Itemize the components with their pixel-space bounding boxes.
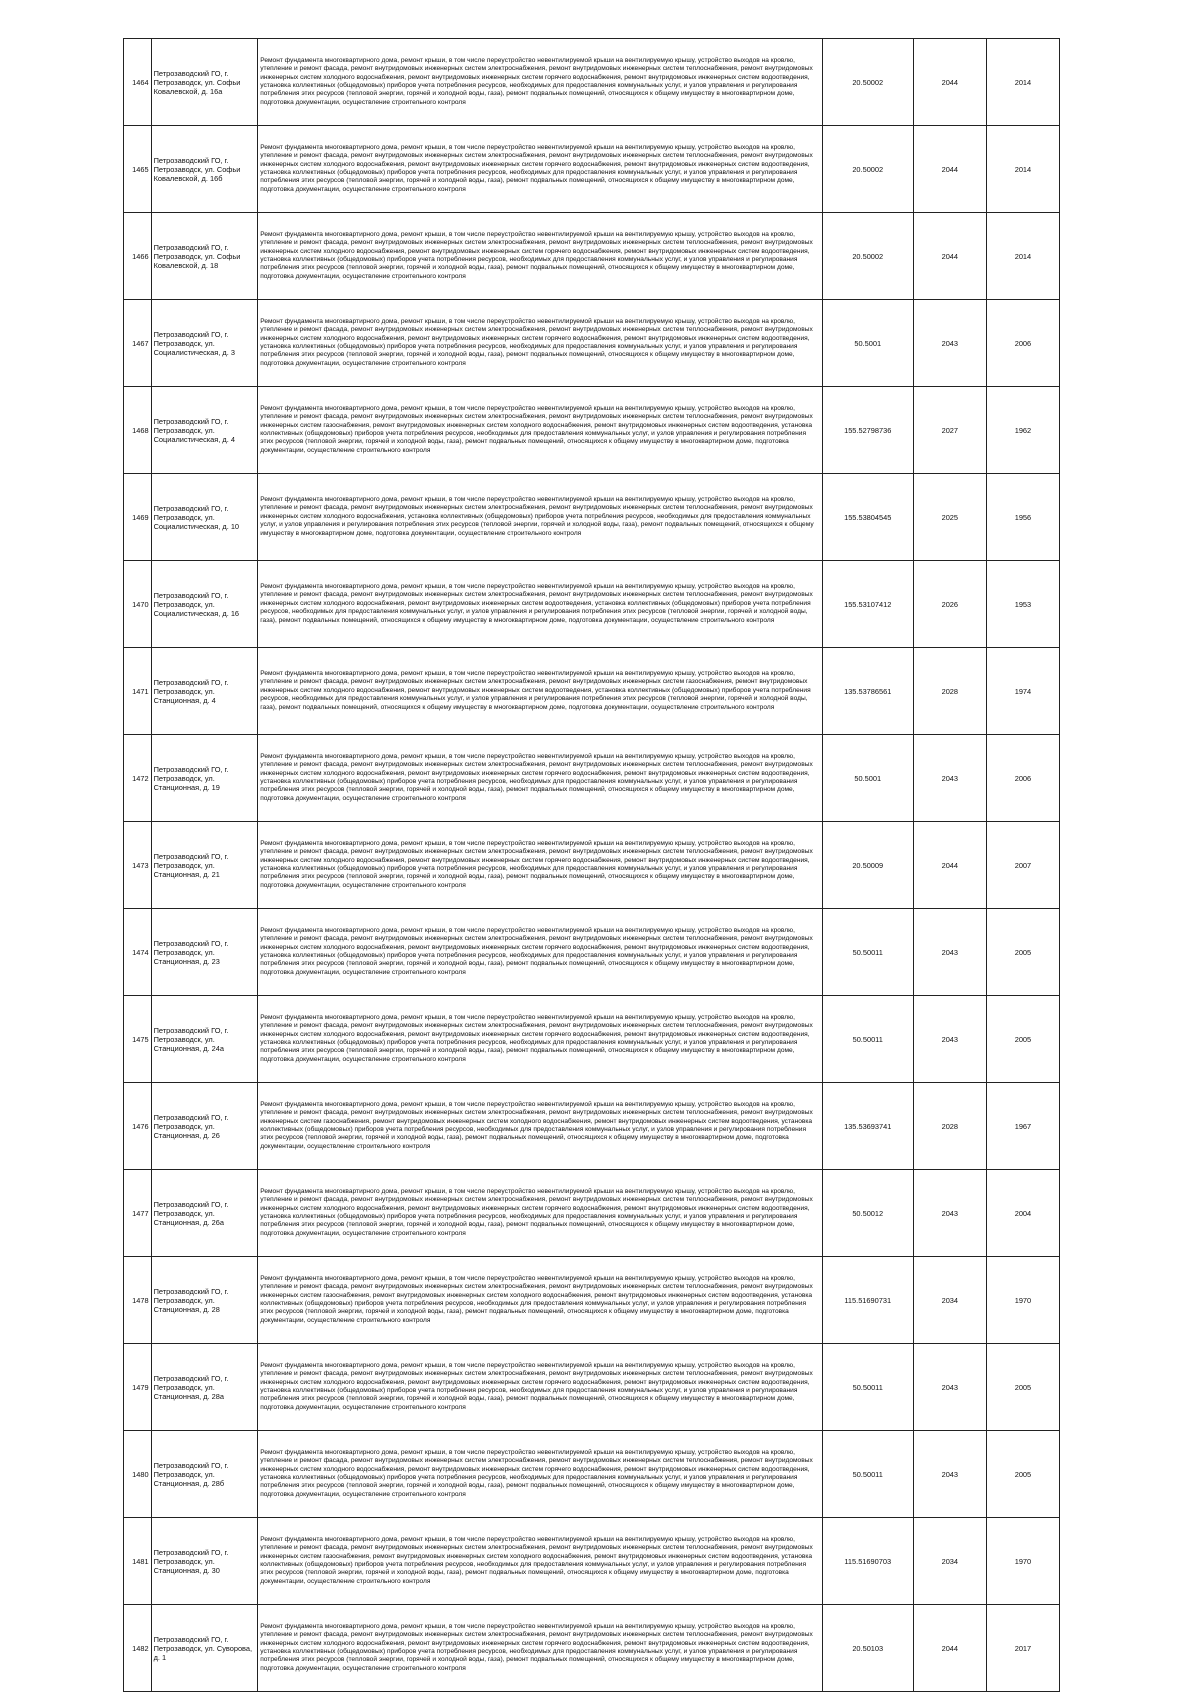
- works-description-cell: Ремонт фундамента многоквартирного дома, ремонт крыши, в том числе переустройство невентилируемой крыши на вентилируемую крышу, устройство выходов на кровлю, утепление и ремонт фасада, ремонт внутридомовых инженерных систем электроснабжения, ремонт внутридомовых инженерных систем теплоснабжения, ремонт внутридомовых инженерных систем холодного водоснабжения, ремонт внутридомовых инженерных систем горячего водоснабжения, ремонт внутридомовых инженерных систем водоотведения, установка коллективных (общедомовых) приборов учета потребления ресурсов, необходимых для предоставления коммунальных услуг, и узлов управления и регулирования потребления этих ресурсов (тепловой энергии, горячей и холодной воды, газа), ремонт подвальных помещений, относящихся к общему имуществу в многоквартирном доме, подготовка документации, осуществление строительного контроля: [258, 1605, 822, 1692]
- address-cell: Петрозаводский ГО, г. Петрозаводск, ул. Социалистическая, д. 16: [151, 561, 258, 648]
- works-description-cell: Ремонт фундамента многоквартирного дома, ремонт крыши, в том числе переустройство невентилируемой крыши на вентилируемую крышу, устройство выходов на кровлю, утепление и ремонт фасада, ремонт внутридомовых инженерных систем электроснабжения, ремонт внутридомовых инженерных систем газоснабжения, ремонт внутридомовых инженерных систем холодного водоснабжения, ремонт внутридомовых инженерных систем водоотведения, установка коллективных (общедомовых) приборов учета потребления ресурсов, необходимых для предоставления коммунальных услуг, и узлов управления и регулирования потребления этих ресурсов (тепловой энергии, горячей и холодной воды, газа), ремонт подвальных помещений, относящихся к общему имуществу в многоквартирном доме, подготовка документации, осуществление строительного контроля: [258, 648, 822, 735]
- row-number: 1479: [124, 1344, 152, 1431]
- address-cell: Петрозаводский ГО, г. Петрозаводск, ул. Станционная, д. 4: [151, 648, 258, 735]
- table-row: [124, 213, 1060, 300]
- planned-year-cell: 2043: [913, 300, 986, 387]
- cost-cell: 155.53107412: [822, 561, 913, 648]
- address-cell: Петрозаводский ГО, г. Петрозаводск, ул. Станционная, д. 23: [151, 909, 258, 996]
- works-description-cell: Ремонт фундамента многоквартирного дома, ремонт крыши, в том числе переустройство невентилируемой крыши на вентилируемую крышу, устройство выходов на кровлю, утепление и ремонт фасада, ремонт внутридомовых инженерных систем электроснабжения, ремонт внутридомовых инженерных систем теплоснабжения, ремонт внутридомовых инженерных систем газоснабжения, ремонт внутридомовых инженерных систем холодного водоснабжения, ремонт внутридомовых инженерных систем водоотведения, установка коллективных (общедомовых) приборов учета потребления ресурсов, необходимых для предоставления коммунальных услуг, и узлов управления и регулирования потребления этих ресурсов (тепловой энергии, горячей и холодной воды, газа), ремонт подвальных помещений, относящихся к общему имуществу в многоквартирном доме, подготовка документации, осуществление строительного контроля: [258, 1518, 822, 1605]
- row-number: 1477: [124, 1170, 152, 1257]
- table-row: [124, 996, 1060, 1083]
- works-description-cell: Ремонт фундамента многоквартирного дома, ремонт крыши, в том числе переустройство невентилируемой крыши на вентилируемую крышу, устройство выходов на кровлю, утепление и ремонт фасада, ремонт внутридомовых инженерных систем электроснабжения, ремонт внутридомовых инженерных систем теплоснабжения, ремонт внутридомовых инженерных систем холодного водоснабжения, ремонт внутридомовых инженерных систем горячего водоснабжения, ремонт внутридомовых инженерных систем водоотведения, установка коллективных (общедомовых) приборов учета потребления ресурсов, необходимых для предоставления коммунальных услуг, и узлов управления и регулирования потребления этих ресурсов (тепловой энергии, горячей и холодной воды, газа), ремонт подвальных помещений, относящихся к общему имуществу в многоквартирном доме, подготовка документации, осуществление строительного контроля: [258, 822, 822, 909]
- address-cell: Петрозаводский ГО, г. Петрозаводск, ул. Станционная, д. 26: [151, 1083, 258, 1170]
- cost-cell: 50.5001: [822, 300, 913, 387]
- planned-year-cell: 2034: [913, 1257, 986, 1344]
- cost-cell: 20.50002: [822, 39, 913, 126]
- table-row: [124, 1605, 1060, 1692]
- row-number: 1480: [124, 1431, 152, 1518]
- row-number: 1470: [124, 561, 152, 648]
- row-number: 1464: [124, 39, 152, 126]
- row-number: 1468: [124, 387, 152, 474]
- cost-cell: 20.50002: [822, 126, 913, 213]
- planned-year-cell: 2043: [913, 1344, 986, 1431]
- year-built-cell: 1967: [986, 1083, 1059, 1170]
- cost-cell: 50.50011: [822, 996, 913, 1083]
- address-cell: Петрозаводский ГО, г. Петрозаводск, ул. Станционная, д. 30: [151, 1518, 258, 1605]
- table-row: [124, 1431, 1060, 1518]
- cost-cell: 115.51690703: [822, 1518, 913, 1605]
- address-cell: Петрозаводский ГО, г. Петрозаводск, ул. Социалистическая, д. 3: [151, 300, 258, 387]
- table-row: [124, 648, 1060, 735]
- works-description-cell: Ремонт фундамента многоквартирного дома, ремонт крыши, в том числе переустройство невентилируемой крыши на вентилируемую крышу, устройство выходов на кровлю, утепление и ремонт фасада, ремонт внутридомовых инженерных систем электроснабжения, ремонт внутридомовых инженерных систем теплоснабжения, ремонт внутридомовых инженерных систем холодного водоснабжения, ремонт внутридомовых инженерных систем горячего водоснабжения, ремонт внутридомовых инженерных систем водоотведения, установка коллективных (общедомовых) приборов учета потребления ресурсов, необходимых для предоставления коммунальных услуг, и узлов управления и регулирования потребления этих ресурсов (тепловой энергии, горячей и холодной воды, газа), ремонт подвальных помещений, относящихся к общему имуществу в многоквартирном доме, подготовка документации, осуществление строительного контроля: [258, 1344, 822, 1431]
- planned-year-cell: 2043: [913, 1170, 986, 1257]
- row-number: 1467: [124, 300, 152, 387]
- planned-year-cell: 2034: [913, 1518, 986, 1605]
- address-cell: Петрозаводский ГО, г. Петрозаводск, ул. Социалистическая, д. 4: [151, 387, 258, 474]
- works-description-cell: Ремонт фундамента многоквартирного дома, ремонт крыши, в том числе переустройство невентилируемой крыши на вентилируемую крышу, устройство выходов на кровлю, утепление и ремонт фасада, ремонт внутридомовых инженерных систем электроснабжения, ремонт внутридомовых инженерных систем теплоснабжения, ремонт внутридомовых инженерных систем холодного водоснабжения, ремонт внутридомовых инженерных систем горячего водоснабжения, ремонт внутридомовых инженерных систем водоотведения, установка коллективных (общедомовых) приборов учета потребления ресурсов, необходимых для предоставления коммунальных услуг, и узлов управления и регулирования потребления этих ресурсов (тепловой энергии, горячей и холодной воды, газа), ремонт подвальных помещений, относящихся к общему имуществу в многоквартирном доме, подготовка документации, осуществление строительного контроля: [258, 1170, 822, 1257]
- table-row: [124, 1170, 1060, 1257]
- row-number: 1471: [124, 648, 152, 735]
- year-built-cell: 1974: [986, 648, 1059, 735]
- year-built-cell: 2007: [986, 822, 1059, 909]
- planned-year-cell: 2043: [913, 996, 986, 1083]
- row-number: 1469: [124, 474, 152, 561]
- table-row: [124, 39, 1060, 126]
- year-built-cell: 2014: [986, 213, 1059, 300]
- table-row: [124, 1344, 1060, 1431]
- works-description-cell: Ремонт фундамента многоквартирного дома, ремонт крыши, в том числе переустройство невентилируемой крыши на вентилируемую крышу, устройство выходов на кровлю, утепление и ремонт фасада, ремонт внутридомовых инженерных систем электроснабжения, ремонт внутридомовых инженерных систем теплоснабжения, ремонт внутридомовых инженерных систем холодного водоснабжения, ремонт внутридомовых инженерных систем горячего водоснабжения, ремонт внутридомовых инженерных систем водоотведения, установка коллективных (общедомовых) приборов учета потребления ресурсов, необходимых для предоставления коммунальных услуг, и узлов управления и регулирования потребления этих ресурсов (тепловой энергии, горячей и холодной воды, газа), ремонт подвальных помещений, относящихся к общему имуществу в многоквартирном доме, подготовка документации, осуществление строительного контроля: [258, 735, 822, 822]
- table-row: [124, 909, 1060, 996]
- address-cell: Петрозаводский ГО, г. Петрозаводск, ул. Станционная, д. 21: [151, 822, 258, 909]
- address-cell: Петрозаводский ГО, г. Петрозаводск, ул. Станционная, д. 26а: [151, 1170, 258, 1257]
- works-description-cell: Ремонт фундамента многоквартирного дома, ремонт крыши, в том числе переустройство невентилируемой крыши на вентилируемую крышу, устройство выходов на кровлю, утепление и ремонт фасада, ремонт внутридомовых инженерных систем электроснабжения, ремонт внутридомовых инженерных систем теплоснабжения, ремонт внутридомовых инженерных систем холодного водоснабжения, ремонт внутридомовых инженерных систем горячего водоснабжения, ремонт внутридомовых инженерных систем водоотведения, установка коллективных (общедомовых) приборов учета потребления ресурсов, необходимых для предоставления коммунальных услуг, и узлов управления и регулирования потребления этих ресурсов (тепловой энергии, горячей и холодной воды, газа), ремонт подвальных помещений, относящихся к общему имуществу в многоквартирном доме, подготовка документации, осуществление строительного контроля: [258, 1431, 822, 1518]
- planned-year-cell: 2043: [913, 1431, 986, 1518]
- address-cell: Петрозаводский ГО, г. Петрозаводск, ул. Станционная, д. 28а: [151, 1344, 258, 1431]
- address-cell: Петрозаводский ГО, г. Петрозаводск, ул. Суворова, д. 1: [151, 1605, 258, 1692]
- repair-program-table: [123, 38, 1060, 1692]
- address-cell: Петрозаводский ГО, г. Петрозаводск, ул. Софьи Ковалевской, д. 18: [151, 213, 258, 300]
- row-number: 1474: [124, 909, 152, 996]
- works-description-cell: Ремонт фундамента многоквартирного дома, ремонт крыши, в том числе переустройство невентилируемой крыши на вентилируемую крышу, устройство выходов на кровлю, утепление и ремонт фасада, ремонт внутридомовых инженерных систем электроснабжения, ремонт внутридомовых инженерных систем теплоснабжения, ремонт внутридомовых инженерных систем холодного водоснабжения, ремонт внутридомовых инженерных систем горячего водоснабжения, ремонт внутридомовых инженерных систем водоотведения, установка коллективных (общедомовых) приборов учета потребления ресурсов, необходимых для предоставления коммунальных услуг, и узлов управления и регулирования потребления этих ресурсов (тепловой энергии, горячей и холодной воды, газа), ремонт подвальных помещений, относящихся к общему имуществу в многоквартирном доме, подготовка документации, осуществление строительного контроля: [258, 909, 822, 996]
- cost-cell: 20.50002: [822, 213, 913, 300]
- table-row: [124, 735, 1060, 822]
- cost-cell: 50.50011: [822, 1431, 913, 1518]
- row-number: 1476: [124, 1083, 152, 1170]
- planned-year-cell: 2027: [913, 387, 986, 474]
- works-description-cell: Ремонт фундамента многоквартирного дома, ремонт крыши, в том числе переустройство невентилируемой крыши на вентилируемую крышу, устройство выходов на кровлю, утепление и ремонт фасада, ремонт внутридомовых инженерных систем электроснабжения, ремонт внутридомовых инженерных систем теплоснабжения, ремонт внутридомовых инженерных систем холодного водоснабжения, ремонт внутридомовых инженерных систем горячего водоснабжения, ремонт внутридомовых инженерных систем водоотведения, установка коллективных (общедомовых) приборов учета потребления ресурсов, необходимых для предоставления коммунальных услуг, и узлов управления и регулирования потребления этих ресурсов (тепловой энергии, горячей и холодной воды, газа), ремонт подвальных помещений, относящихся к общему имуществу в многоквартирном доме, подготовка документации, осуществление строительного контроля: [258, 213, 822, 300]
- cost-cell: 50.50011: [822, 909, 913, 996]
- year-built-cell: 1956: [986, 474, 1059, 561]
- row-number: 1473: [124, 822, 152, 909]
- row-number: 1475: [124, 996, 152, 1083]
- year-built-cell: 2006: [986, 300, 1059, 387]
- table-row: [124, 387, 1060, 474]
- table-row: [124, 1257, 1060, 1344]
- address-cell: Петрозаводский ГО, г. Петрозаводск, ул. Станционная, д. 24а: [151, 996, 258, 1083]
- year-built-cell: 1962: [986, 387, 1059, 474]
- year-built-cell: 2005: [986, 1431, 1059, 1518]
- row-number: 1481: [124, 1518, 152, 1605]
- cost-cell: 155.53804545: [822, 474, 913, 561]
- cost-cell: 155.52798736: [822, 387, 913, 474]
- planned-year-cell: 2044: [913, 39, 986, 126]
- address-cell: Петрозаводский ГО, г. Петрозаводск, ул. Станционная, д. 28б: [151, 1431, 258, 1518]
- year-built-cell: 2005: [986, 996, 1059, 1083]
- row-number: 1472: [124, 735, 152, 822]
- table-row: [124, 474, 1060, 561]
- works-description-cell: Ремонт фундамента многоквартирного дома, ремонт крыши, в том числе переустройство невентилируемой крыши на вентилируемую крышу, устройство выходов на кровлю, утепление и ремонт фасада, ремонт внутридомовых инженерных систем электроснабжения, ремонт внутридомовых инженерных систем теплоснабжения, ремонт внутридомовых инженерных систем холодного водоснабжения, ремонт внутридомовых инженерных систем водоотведения, установка коллективных (общедомовых) приборов учета потребления ресурсов, необходимых для предоставления коммунальных услуг, и узлов управления и регулирования потребления этих ресурсов (тепловой энергии, горячей и холодной воды, газа), ремонт подвальных помещений, относящихся к общему имуществу в многоквартирном доме, подготовка документации, осуществление строительного контроля: [258, 561, 822, 648]
- planned-year-cell: 2028: [913, 648, 986, 735]
- works-description-cell: Ремонт фундамента многоквартирного дома, ремонт крыши, в том числе переустройство невентилируемой крыши на вентилируемую крышу, устройство выходов на кровлю, утепление и ремонт фасада, ремонт внутридомовых инженерных систем электроснабжения, ремонт внутридомовых инженерных систем теплоснабжения, ремонт внутридомовых инженерных систем холодного водоснабжения, ремонт внутридомовых инженерных систем горячего водоснабжения, ремонт внутридомовых инженерных систем водоотведения, установка коллективных (общедомовых) приборов учета потребления ресурсов, необходимых для предоставления коммунальных услуг, и узлов управления и регулирования потребления этих ресурсов (тепловой энергии, горячей и холодной воды, газа), ремонт подвальных помещений, относящихся к общему имуществу в многоквартирном доме, подготовка документации, осуществление строительного контроля: [258, 300, 822, 387]
- cost-cell: 135.53693741: [822, 1083, 913, 1170]
- row-number: 1466: [124, 213, 152, 300]
- cost-cell: 50.50011: [822, 1344, 913, 1431]
- works-description-cell: Ремонт фундамента многоквартирного дома, ремонт крыши, в том числе переустройство невентилируемой крыши на вентилируемую крышу, устройство выходов на кровлю, утепление и ремонт фасада, ремонт внутридомовых инженерных систем электроснабжения, ремонт внутридомовых инженерных систем теплоснабжения, ремонт внутридомовых инженерных систем холодного водоснабжения, установка коллективных (общедомовых) приборов учета потребления ресурсов, необходимых для предоставления коммунальных услуг, и узлов управления и регулирования потребления этих ресурсов (тепловой энергии, горячей и холодной воды, газа), ремонт подвальных помещений, относящихся к общему имуществу в многоквартирном доме, подготовка документации, осуществление строительного контроля: [258, 474, 822, 561]
- planned-year-cell: 2043: [913, 735, 986, 822]
- planned-year-cell: 2044: [913, 822, 986, 909]
- works-description-cell: Ремонт фундамента многоквартирного дома, ремонт крыши, в том числе переустройство невентилируемой крыши на вентилируемую крышу, устройство выходов на кровлю, утепление и ремонт фасада, ремонт внутридомовых инженерных систем электроснабжения, ремонт внутридомовых инженерных систем теплоснабжения, ремонт внутридомовых инженерных систем холодного водоснабжения, ремонт внутридомовых инженерных систем горячего водоснабжения, ремонт внутридомовых инженерных систем водоотведения, установка коллективных (общедомовых) приборов учета потребления ресурсов, необходимых для предоставления коммунальных услуг, и узлов управления и регулирования потребления этих ресурсов (тепловой энергии, горячей и холодной воды, газа), ремонт подвальных помещений, относящихся к общему имуществу в многоквартирном доме, подготовка документации, осуществление строительного контроля: [258, 39, 822, 126]
- planned-year-cell: 2026: [913, 561, 986, 648]
- year-built-cell: 1953: [986, 561, 1059, 648]
- address-cell: Петрозаводский ГО, г. Петрозаводск, ул. Социалистическая, д. 10: [151, 474, 258, 561]
- address-cell: Петрозаводский ГО, г. Петрозаводск, ул. Станционная, д. 28: [151, 1257, 258, 1344]
- planned-year-cell: 2044: [913, 126, 986, 213]
- cost-cell: 115.51690731: [822, 1257, 913, 1344]
- table-row: [124, 300, 1060, 387]
- address-cell: Петрозаводский ГО, г. Петрозаводск, ул. Софьи Ковалевской, д. 16б: [151, 126, 258, 213]
- table-row: [124, 126, 1060, 213]
- planned-year-cell: 2043: [913, 909, 986, 996]
- row-number: 1478: [124, 1257, 152, 1344]
- address-cell: Петрозаводский ГО, г. Петрозаводск, ул. Софьи Ковалевской, д. 16а: [151, 39, 258, 126]
- planned-year-cell: 2044: [913, 1605, 986, 1692]
- cost-cell: 20.50103: [822, 1605, 913, 1692]
- works-description-cell: Ремонт фундамента многоквартирного дома, ремонт крыши, в том числе переустройство невентилируемой крыши на вентилируемую крышу, устройство выходов на кровлю, утепление и ремонт фасада, ремонт внутридомовых инженерных систем электроснабжения, ремонт внутридомовых инженерных систем теплоснабжения, ремонт внутридомовых инженерных систем газоснабжения, ремонт внутридомовых инженерных систем холодного водоснабжения, ремонт внутридомовых инженерных систем водоотведения, установка коллективных (общедомовых) приборов учета потребления ресурсов, необходимых для предоставления коммунальных услуг, и узлов управления и регулирования потребления этих ресурсов (тепловой энергии, горячей и холодной воды, газа), ремонт подвальных помещений, относящихся к общему имуществу в многоквартирном доме, подготовка документации, осуществление строительного контроля: [258, 1083, 822, 1170]
- table-row: [124, 561, 1060, 648]
- year-built-cell: 2006: [986, 735, 1059, 822]
- year-built-cell: 2004: [986, 1170, 1059, 1257]
- table-row: [124, 1083, 1060, 1170]
- works-description-cell: Ремонт фундамента многоквартирного дома, ремонт крыши, в том числе переустройство невентилируемой крыши на вентилируемую крышу, устройство выходов на кровлю, утепление и ремонт фасада, ремонт внутридомовых инженерных систем электроснабжения, ремонт внутридомовых инженерных систем теплоснабжения, ремонт внутридомовых инженерных систем холодного водоснабжения, ремонт внутридомовых инженерных систем горячего водоснабжения, ремонт внутридомовых инженерных систем водоотведения, установка коллективных (общедомовых) приборов учета потребления ресурсов, необходимых для предоставления коммунальных услуг, и узлов управления и регулирования потребления этих ресурсов (тепловой энергии, горячей и холодной воды, газа), ремонт подвальных помещений, относящихся к общему имуществу в многоквартирном доме, подготовка документации, осуществление строительного контроля: [258, 996, 822, 1083]
- year-built-cell: 1970: [986, 1518, 1059, 1605]
- row-number: 1482: [124, 1605, 152, 1692]
- planned-year-cell: 2028: [913, 1083, 986, 1170]
- planned-year-cell: 2025: [913, 474, 986, 561]
- year-built-cell: 2005: [986, 1344, 1059, 1431]
- year-built-cell: 1970: [986, 1257, 1059, 1344]
- works-description-cell: Ремонт фундамента многоквартирного дома, ремонт крыши, в том числе переустройство невентилируемой крыши на вентилируемую крышу, устройство выходов на кровлю, утепление и ремонт фасада, ремонт внутридомовых инженерных систем электроснабжения, ремонт внутридомовых инженерных систем теплоснабжения, ремонт внутридомовых инженерных систем холодного водоснабжения, ремонт внутридомовых инженерных систем горячего водоснабжения, ремонт внутридомовых инженерных систем водоотведения, установка коллективных (общедомовых) приборов учета потребления ресурсов, необходимых для предоставления коммунальных услуг, и узлов управления и регулирования потребления этих ресурсов (тепловой энергии, горячей и холодной воды, газа), ремонт подвальных помещений, относящихся к общему имуществу в многоквартирном доме, подготовка документации, осуществление строительного контроля: [258, 126, 822, 213]
- year-built-cell: 2014: [986, 126, 1059, 213]
- cost-cell: 50.5001: [822, 735, 913, 822]
- address-cell: Петрозаводский ГО, г. Петрозаводск, ул. Станционная, д. 19: [151, 735, 258, 822]
- table-row: [124, 822, 1060, 909]
- works-description-cell: Ремонт фундамента многоквартирного дома, ремонт крыши, в том числе переустройство невентилируемой крыши на вентилируемую крышу, устройство выходов на кровлю, утепление и ремонт фасада, ремонт внутридомовых инженерных систем электроснабжения, ремонт внутридомовых инженерных систем теплоснабжения, ремонт внутридомовых инженерных систем газоснабжения, ремонт внутридомовых инженерных систем холодного водоснабжения, ремонт внутридомовых инженерных систем водоотведения, установка коллективных (общедомовых) приборов учета потребления ресурсов, необходимых для предоставления коммунальных услуг, и узлов управления и регулирования потребления этих ресурсов (тепловой энергии, горячей и холодной воды, газа), ремонт подвальных помещений, относящихся к общему имуществу в многоквартирном доме, подготовка документации, осуществление строительного контроля: [258, 1257, 822, 1344]
- cost-cell: 50.50012: [822, 1170, 913, 1257]
- works-description-cell: Ремонт фундамента многоквартирного дома, ремонт крыши, в том числе переустройство невентилируемой крыши на вентилируемую крышу, устройство выходов на кровлю, утепление и ремонт фасада, ремонт внутридомовых инженерных систем электроснабжения, ремонт внутридомовых инженерных систем теплоснабжения, ремонт внутридомовых инженерных систем газоснабжения, ремонт внутридомовых инженерных систем холодного водоснабжения, ремонт внутридомовых инженерных систем водоотведения, установка коллективных (общедомовых) приборов учета потребления ресурсов, необходимых для предоставления коммунальных услуг, и узлов управления и регулирования потребления этих ресурсов (тепловой энергии, горячей и холодной воды, газа), ремонт подвальных помещений, относящихся к общему имуществу в многоквартирном доме, подготовка документации, осуществление строительного контроля: [258, 387, 822, 474]
- row-number: 1465: [124, 126, 152, 213]
- cost-cell: 20.50009: [822, 822, 913, 909]
- table-body: [124, 39, 1060, 1692]
- planned-year-cell: 2044: [913, 213, 986, 300]
- table-row: [124, 1518, 1060, 1605]
- year-built-cell: 2005: [986, 909, 1059, 996]
- year-built-cell: 2014: [986, 39, 1059, 126]
- cost-cell: 135.53786561: [822, 648, 913, 735]
- year-built-cell: 2017: [986, 1605, 1059, 1692]
